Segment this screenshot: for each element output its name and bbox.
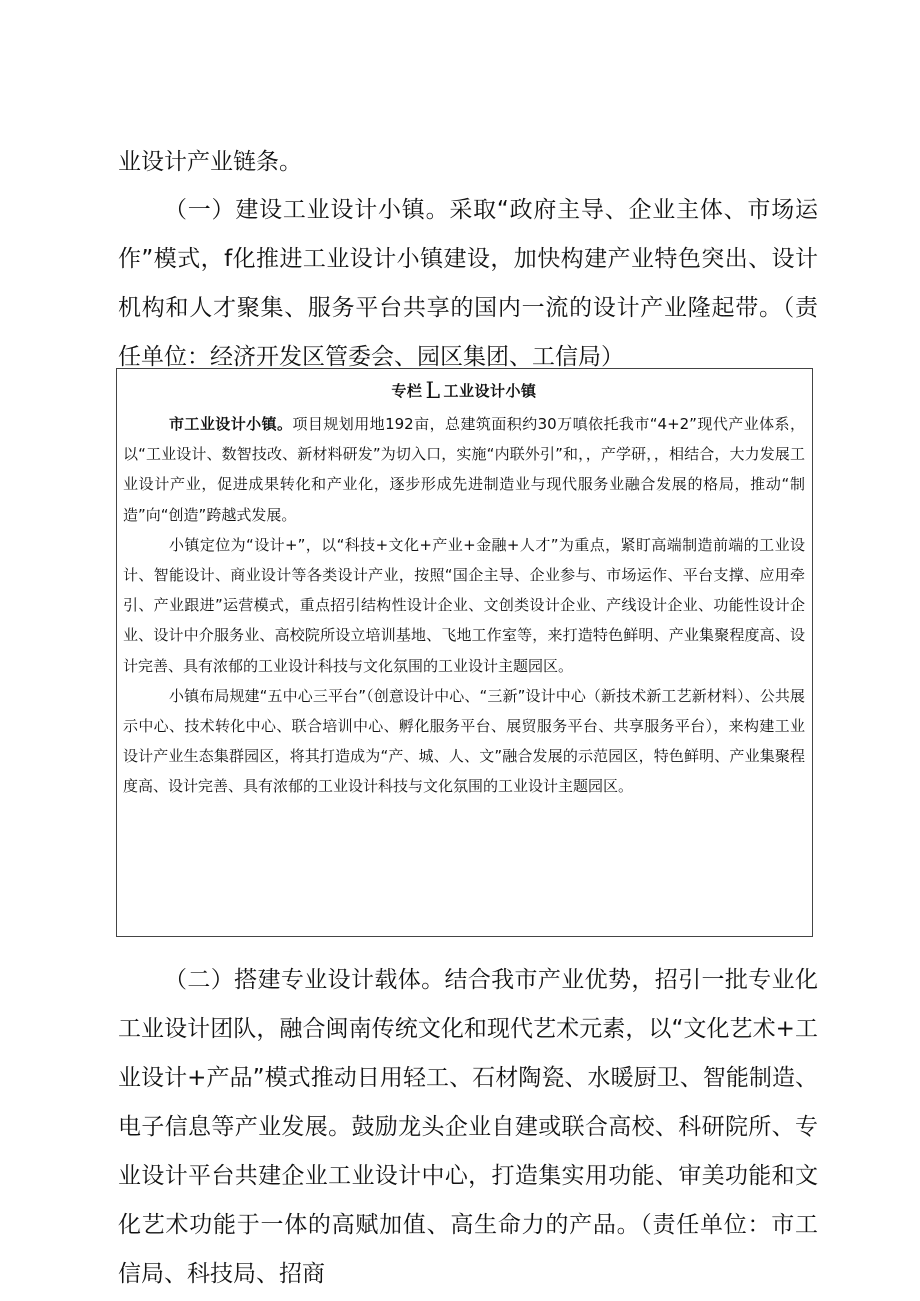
column-title-mark: L <box>425 379 441 404</box>
column-title-prefix: 专栏 <box>391 382 423 400</box>
column-paragraph-1 <box>123 409 805 530</box>
column-box <box>116 368 813 937</box>
column-paragraph-1-body: 项目规划用地192亩，总建筑面积约30万嗔依托我市“4+2”现代产业体系，以“工业设计、数智技改、新材料研发”为切入口，实施“内联外引”和，，产学研，，相结合，大力发展工业设计产业，促进成果转化和产业化，逐步形成先进制造业与现代服务业融合发展的格局，推动“制造”向“创造”跨越式发展。 <box>123 415 805 524</box>
paragraph-section-one: （一）建设工业设计小镇。采取“政府主导、企业主体、市场运作”模式，f化推进工业设计小镇建设，加快构建产业特色突出、设计机构和人才聚集、服务平台共享的国内一流的设计产业隆起带。（责任单位：经济开发区管委会、园区集团、工信局） <box>118 197 818 370</box>
column-paragraph-3: 小镇布局规建“五中心三平台”（创意设计中心、“三新”设计中心（新技术新工艺新材料）、公共展示中心、技术转化中心、联合培训中心、孵化服务平台、展贸服务平台、共享服务平台），来构建工业设计产业生态集群园区，将其打造成为“产、城、人、文”融合发展的示范园区，特色鲜明、产业集聚程度高、设计完善、具有浓郁的工业设计科技与文化氛围的工业设计主题园区。 <box>123 686 805 796</box>
column-paragraph-1-lead: 市工业设计小镇。 <box>169 415 293 433</box>
column-paragraph-2: 小镇定位为“设计+”，以“科技+文化+产业+金融+人才”为重点，紧盯高端制造前端的工业设计、智能设计、商业设计等各类设计产业，按照“国企主导、企业参与、市场运作、平台支撑、应用牵引、产业跟进”运营模式，重点招引结构性设计企业、文创类设计企业、产线设计企业、功能性设计企业、设计中介服务业、高校院所设立培训基地、飞地工作室等，来打造特色鲜明、产业集聚程度高、设计完善、具有浓郁的工业设计科技与文化氛围的工业设计主题园区。 <box>123 535 805 675</box>
paragraph-continuation: 业设计产业链条。 <box>118 149 302 175</box>
column-title-suffix: 工业设计小镇 <box>443 382 537 400</box>
column-box-title <box>123 376 805 407</box>
paragraph-section-two: （二）搭建专业设计载体。结合我市产业优势，招引一批专业化工业设计团队，融合闽南传统文化和现代艺术元素，以“文化艺术+工业设计+产品”模式推动日用轻工、石材陶瓷、水暖厨卫、智能制造、电子信息等产业发展。鼓励龙头企业自建或联合高校、科研院所、专业设计平台共建企业工业设计中心，打造集实用功能、审美功能和文化艺术功能于一体的高赋加值、高生命力的产品。（责任单位：市工信局、科技局、招商 <box>118 967 818 1287</box>
